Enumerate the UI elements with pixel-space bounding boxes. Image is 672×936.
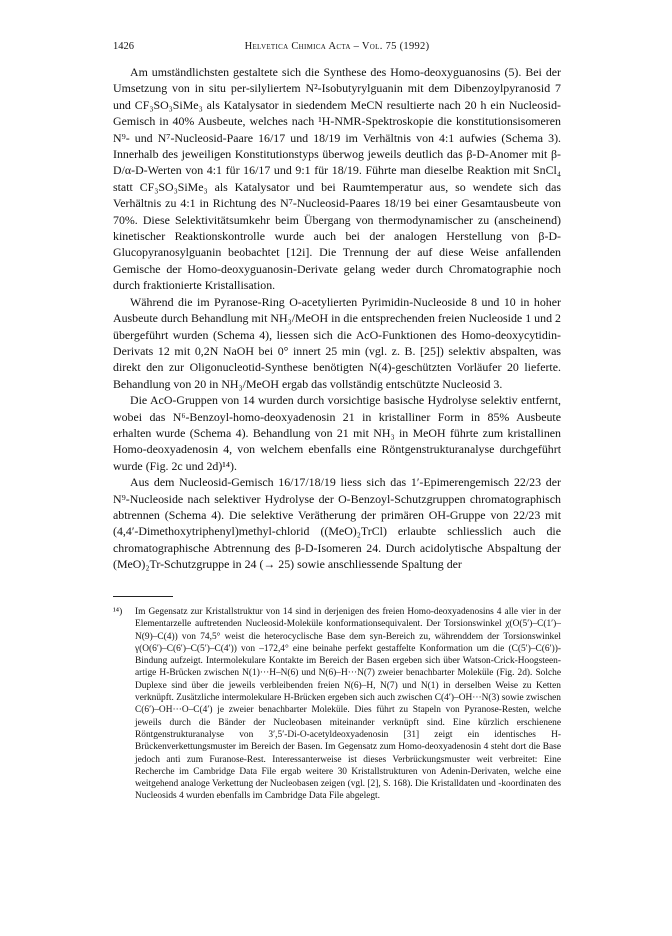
- page-number: 1426: [113, 41, 134, 52]
- footnote-divider: [113, 596, 173, 597]
- page-header: [113, 41, 561, 57]
- main-text: [113, 64, 561, 573]
- paragraph-2: Während die im Pyranose-Ring O-acetylierten Pyrimidin-Nucleoside 8 und 10 in hoher Ausbeute durch Behandlung mit NH₃/MeOH in die entsprechenden freien Nucleoside 1 und 2 übergeführt wurden (Schema 4), liessen sich die AcO-Funktionen des Homo-deoxycytidin-Derivats 12 mit 0,2N NaOH bei 0° innert 25 min (vgl. z. B. [25]) selektiv abspalten, was direkt den zur Oligonucleotid-Synthese benötigten N(4)-geschützten Vorläufer 20 lieferte. Behandlung von 20 in NH₃/MeOH ergab das vollständig entschützte Nucleosid 3.: [113, 294, 561, 391]
- running-head: Helvetica Chimica Acta – Vol. 75 (1992): [244, 41, 430, 52]
- footnote: [113, 606, 561, 803]
- footnote-marker: ¹⁴): [113, 607, 123, 617]
- footnote-text: Im Gegensatz zur Kristallstruktur von 14 sind in derjenigen des freien Homo-deoxyadenosins 4 alle vier in der Elementarzelle auftretenden Nucleosid-Moleküle konformationsequivalent. Der Torsionswinkel χ(O(5′)–C(1′)–N(9)–C(4)) von 74,5° weist die heterocyclische Base dem syn-Bereich zu, währenddem der Torsionswinkel γ(O(6′)–C(6′)–C(5′)–C(4′)) von –172,4° eine beinahe perfekt gestaffelte Konformation um die (C(5′)–C(6′))-Bindung aufzeigt. Intermolekulare Kontakte im Bereich der Basen ergeben sich über Watson-Crick-Hoogsteen-artige H-Brücken zwischen N(1)···H–N(6) und N(6)–H···N(7) zweier benachbarter Moleküle (Fig. 2d). Solche Duplexe sind über die jeweils verbleibenden freien N(6)–H, N(7) und N(1) in derselben Weise zu Ketten verknüpft. Zusätzliche intermolekulare H-Brücken ergeben sich auch zwischen C(4′)–OH···N(3) sowie zwischen C(6′)–OH···O–C(4′) je zweier benachbarter Moleküle. Dies führt zu Stapeln von Pyranose-Resten, welche jeweils durch die Bänder der Nucleobasen miteinander verknüpft sind. Eine kürzlich erschienene Röntgenstrukturanalyse von 3′,5′-Di-O-acetyldeoxyadenosin [31] zeigt ein identisches H-Brückenverkettungsmuster im Bereich der Basen. Im Gegensatz zum Homo-deoxyadenosin 4 steht dort die Base jedoch anti zum Furanose-Rest. Interessanterweise ist dieses Verbrückungsmuster weit verbreitet: Eine Recherche im Cambridge Data File ergab weitere 30 Kristallstrukturen von Adenin-Derivaten, welche eine weitgehend analoge Verkettung der Nucleobasen zeigen (vgl. [2], S. 168). Die Kristalldaten und -koordinaten des Nucleosids 4 wurden ebenfalls im Cambridge Data File abgelegt.: [135, 607, 561, 802]
- paragraph-3: Die AcO-Gruppen von 14 wurden durch vorsichtige basische Hydrolyse selektiv entfernt, wobei das N⁶-Benzoyl-homo-deoxyadenosin 21 in kristalliner Form in 85% Ausbeute erhalten wurde (Schema 4). Behandlung von 21 mit NH₃ in MeOH führte zum kristallinen Homo-deoxyadenosin 4, von welchem ebenfalls eine Röntgenstrukturanalyse durchgeführt wurde (Fig. 2c und 2d)¹⁴).: [113, 393, 561, 473]
- paragraph-4: Aus dem Nucleosid-Gemisch 16/17/18/19 liess sich das 1′-Epimerengemisch 22/23 der N⁹-Nucleoside nach selektiver Hydrolyse der O-Benzoyl-Schutzgruppen chromatographisch abtrennen (Schema 4). Die selektive Verätherung der primären OH-Gruppe von 22/23 mit (4,4′-Dimethoxytriphenyl)methyl-chlorid ((MeO)₂TrCl) erlaubte schliesslich auch die chromatographische Abtrennung des β-D-Isomeren 24. Durch acidolytische Abspaltung der (MeO)₂Tr-Schutzgruppe in 24 (→ 25) sowie anschliessende Spaltung der: [113, 475, 561, 572]
- paragraph-1: Am umständlichsten gestaltete sich die Synthese des Homo-deoxyguanosins (5). Bei der Umsetzung von in situ per-silyliertem N²-Isobutyrylguanin mit dem Dibenzoylpyranosid 7 und CF₃SO₃SiMe₃ als Katalysator in siedendem MeCN resultierte nach 20 h ein Nucleosid-Gemisch in 40% Ausbeute, welches nach ¹H-NMR-Spektroskopie die konstitutionsisomeren N⁹- und N⁷-Nucleosid-Paare 16/17 und 18/19 im Verhältnis von 4:1 aufwies (Schema 3). Innerhalb des jeweiligen Konstitutionstyps überwog jeweils deutlich das β-D-Anomer mit β-D/α-D-Werten von 4:1 für 16/17 und 9:1 für 18/19. Führte man dieselbe Reaktion mit SnCl₄ statt CF₃SO₃SiMe₃ als Katalysator und bei Raumtemperatur aus, so wendete sich das Verhältnis zu 4:1 in Richtung des N⁷-Nucleosid-Paares 18/19 bei einer Gesamtausbeute von 70%. Diese Selektivitätsumkehr beim Übergang von thermodynamischer zu (anscheinend) kinetischer Reaktionskontrolle wurde auch bei der analogen Herstellung von β-D-Glucopyranosylguanin beobachtet [12i]. Die Trennung der auf diese Weise anfallenden Gemische der Homo-deoxyguanosin-Derivate gelang weder durch Chromatographie noch durch fraktionierte Kristallisation.: [113, 65, 561, 293]
